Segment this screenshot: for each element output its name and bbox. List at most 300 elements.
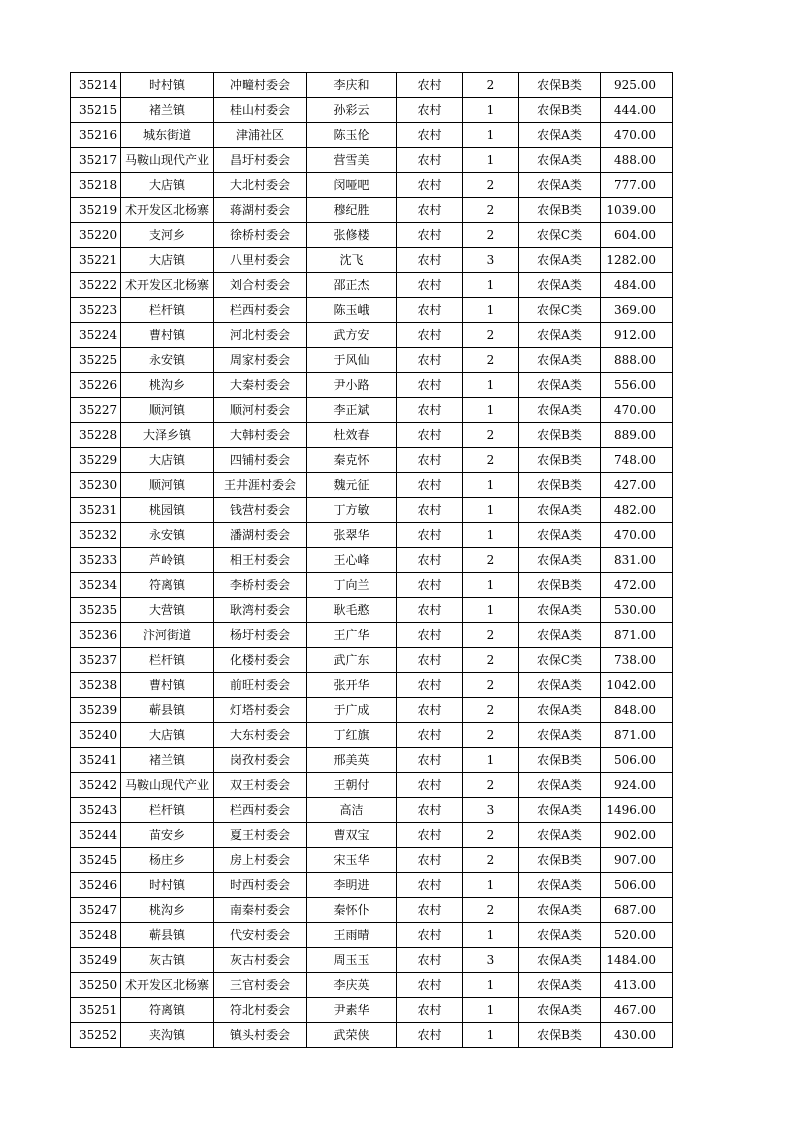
- town-cell: 永安镇: [121, 348, 214, 373]
- name-cell: 于风仙: [307, 348, 397, 373]
- household-count-cell: 2: [463, 223, 519, 248]
- name-cell: 尹小路: [307, 373, 397, 398]
- insurance-category-cell: 农保A类: [519, 323, 601, 348]
- table-row: [71, 348, 673, 373]
- insurance-category-cell: 农保A类: [519, 698, 601, 723]
- table-row: [71, 298, 673, 323]
- name-cell: 邢美英: [307, 748, 397, 773]
- town-cell: 杨庄乡: [121, 848, 214, 873]
- name-cell: 王心峰: [307, 548, 397, 573]
- village-cell: 钱营村委会: [214, 498, 307, 523]
- area-type-cell: 农村: [397, 548, 463, 573]
- household-count-cell: 2: [463, 73, 519, 98]
- amount-cell: 687.00: [601, 898, 673, 923]
- record-id-cell: 35249: [71, 948, 121, 973]
- household-count-cell: 1: [463, 573, 519, 598]
- household-count-cell: 1: [463, 598, 519, 623]
- table-row: [71, 148, 673, 173]
- amount-cell: 738.00: [601, 648, 673, 673]
- record-id-cell: 35218: [71, 173, 121, 198]
- record-id-cell: 35217: [71, 148, 121, 173]
- insurance-category-cell: 农保A类: [519, 373, 601, 398]
- amount-cell: 925.00: [601, 73, 673, 98]
- insurance-category-cell: 农保A类: [519, 673, 601, 698]
- amount-cell: 413.00: [601, 973, 673, 998]
- town-cell: 褚兰镇: [121, 748, 214, 773]
- insurance-category-cell: 农保B类: [519, 73, 601, 98]
- amount-cell: 506.00: [601, 873, 673, 898]
- record-id-cell: 35222: [71, 273, 121, 298]
- record-id-cell: 35232: [71, 523, 121, 548]
- village-cell: 大秦村委会: [214, 373, 307, 398]
- amount-cell: 871.00: [601, 723, 673, 748]
- amount-cell: 848.00: [601, 698, 673, 723]
- table-row: [71, 648, 673, 673]
- village-cell: 代安村委会: [214, 923, 307, 948]
- record-id-cell: 35229: [71, 448, 121, 473]
- household-count-cell: 2: [463, 648, 519, 673]
- insurance-category-cell: 农保B类: [519, 198, 601, 223]
- household-count-cell: 1: [463, 523, 519, 548]
- name-cell: 王广华: [307, 623, 397, 648]
- town-cell: 曹村镇: [121, 323, 214, 348]
- town-cell: 栏杆镇: [121, 298, 214, 323]
- record-id-cell: 35237: [71, 648, 121, 673]
- amount-cell: 1484.00: [601, 948, 673, 973]
- insurance-category-cell: 农保A类: [519, 873, 601, 898]
- insurance-category-cell: 农保A类: [519, 398, 601, 423]
- table-row: [71, 423, 673, 448]
- table-row: [71, 723, 673, 748]
- town-cell: 大泽乡镇: [121, 423, 214, 448]
- table-row: [71, 123, 673, 148]
- household-count-cell: 1: [463, 98, 519, 123]
- insurance-category-cell: 农保A类: [519, 823, 601, 848]
- area-type-cell: 农村: [397, 823, 463, 848]
- amount-cell: 482.00: [601, 498, 673, 523]
- amount-cell: 1496.00: [601, 798, 673, 823]
- household-count-cell: 2: [463, 723, 519, 748]
- record-id-cell: 35228: [71, 423, 121, 448]
- record-id-cell: 35246: [71, 873, 121, 898]
- amount-cell: 902.00: [601, 823, 673, 848]
- table-row: [71, 998, 673, 1023]
- amount-cell: 889.00: [601, 423, 673, 448]
- amount-cell: 1039.00: [601, 198, 673, 223]
- household-count-cell: 2: [463, 198, 519, 223]
- area-type-cell: 农村: [397, 723, 463, 748]
- table-row: [71, 898, 673, 923]
- village-cell: 时西村委会: [214, 873, 307, 898]
- name-cell: 王朝付: [307, 773, 397, 798]
- record-id-cell: 35214: [71, 73, 121, 98]
- table-row: [71, 623, 673, 648]
- amount-cell: 444.00: [601, 98, 673, 123]
- table-row: [71, 1023, 673, 1048]
- town-cell: 时村镇: [121, 873, 214, 898]
- village-cell: 前旺村委会: [214, 673, 307, 698]
- insurance-category-cell: 农保A类: [519, 948, 601, 973]
- area-type-cell: 农村: [397, 673, 463, 698]
- area-type-cell: 农村: [397, 1023, 463, 1048]
- area-type-cell: 农村: [397, 998, 463, 1023]
- town-cell: 大店镇: [121, 248, 214, 273]
- record-id-cell: 35233: [71, 548, 121, 573]
- name-cell: 高洁: [307, 798, 397, 823]
- household-count-cell: 2: [463, 773, 519, 798]
- name-cell: 邵正杰: [307, 273, 397, 298]
- village-cell: 岗孜村委会: [214, 748, 307, 773]
- area-type-cell: 农村: [397, 348, 463, 373]
- amount-cell: 831.00: [601, 548, 673, 573]
- household-count-cell: 2: [463, 698, 519, 723]
- area-type-cell: 农村: [397, 123, 463, 148]
- table-row: [71, 598, 673, 623]
- village-cell: 周家村委会: [214, 348, 307, 373]
- area-type-cell: 农村: [397, 398, 463, 423]
- area-type-cell: 农村: [397, 423, 463, 448]
- table-row: [71, 198, 673, 223]
- record-id-cell: 35248: [71, 923, 121, 948]
- household-count-cell: 3: [463, 948, 519, 973]
- area-type-cell: 农村: [397, 473, 463, 498]
- amount-cell: 924.00: [601, 773, 673, 798]
- household-count-cell: 2: [463, 548, 519, 573]
- village-cell: 耿湾村委会: [214, 598, 307, 623]
- amount-cell: 470.00: [601, 398, 673, 423]
- insurance-category-cell: 农保A类: [519, 148, 601, 173]
- household-count-cell: 2: [463, 323, 519, 348]
- table-row: [71, 823, 673, 848]
- area-type-cell: 农村: [397, 748, 463, 773]
- record-id-cell: 35250: [71, 973, 121, 998]
- record-id-cell: 35221: [71, 248, 121, 273]
- town-cell: 蕲县镇: [121, 698, 214, 723]
- record-id-cell: 35234: [71, 573, 121, 598]
- village-cell: 栏西村委会: [214, 298, 307, 323]
- area-type-cell: 农村: [397, 948, 463, 973]
- village-cell: 李桥村委会: [214, 573, 307, 598]
- village-cell: 顺河村委会: [214, 398, 307, 423]
- village-cell: 桂山村委会: [214, 98, 307, 123]
- village-cell: 灯塔村委会: [214, 698, 307, 723]
- name-cell: 武荣侠: [307, 1023, 397, 1048]
- area-type-cell: 农村: [397, 173, 463, 198]
- name-cell: 丁红旗: [307, 723, 397, 748]
- town-cell: 栏杆镇: [121, 798, 214, 823]
- record-id-cell: 35251: [71, 998, 121, 1023]
- town-cell: 栏杆镇: [121, 648, 214, 673]
- town-cell: 马鞍山现代产业: [121, 148, 214, 173]
- village-cell: 相王村委会: [214, 548, 307, 573]
- town-cell: 桃沟乡: [121, 373, 214, 398]
- record-id-cell: 35241: [71, 748, 121, 773]
- area-type-cell: 农村: [397, 598, 463, 623]
- insurance-category-cell: 农保A类: [519, 998, 601, 1023]
- area-type-cell: 农村: [397, 448, 463, 473]
- name-cell: 李明进: [307, 873, 397, 898]
- table-row: [71, 273, 673, 298]
- record-id-cell: 35247: [71, 898, 121, 923]
- table-row: [71, 473, 673, 498]
- household-count-cell: 1: [463, 973, 519, 998]
- area-type-cell: 农村: [397, 848, 463, 873]
- village-cell: 房上村委会: [214, 848, 307, 873]
- area-type-cell: 农村: [397, 623, 463, 648]
- village-cell: 徐桥村委会: [214, 223, 307, 248]
- household-count-cell: 1: [463, 398, 519, 423]
- table-row: [71, 398, 673, 423]
- amount-cell: 777.00: [601, 173, 673, 198]
- amount-cell: 484.00: [601, 273, 673, 298]
- household-count-cell: 1: [463, 998, 519, 1023]
- household-count-cell: 1: [463, 373, 519, 398]
- area-type-cell: 农村: [397, 273, 463, 298]
- household-count-cell: 1: [463, 1023, 519, 1048]
- table-row: [71, 673, 673, 698]
- area-type-cell: 农村: [397, 773, 463, 798]
- table-row: [71, 748, 673, 773]
- amount-cell: 907.00: [601, 848, 673, 873]
- insurance-category-cell: 农保A类: [519, 248, 601, 273]
- area-type-cell: 农村: [397, 798, 463, 823]
- record-id-cell: 35216: [71, 123, 121, 148]
- town-cell: 支河乡: [121, 223, 214, 248]
- name-cell: 李正斌: [307, 398, 397, 423]
- name-cell: 武广东: [307, 648, 397, 673]
- record-id-cell: 35227: [71, 398, 121, 423]
- insurance-category-cell: 农保A类: [519, 123, 601, 148]
- town-cell: 桃园镇: [121, 498, 214, 523]
- town-cell: 术开发区北杨寨: [121, 973, 214, 998]
- name-cell: 于广成: [307, 698, 397, 723]
- area-type-cell: 农村: [397, 148, 463, 173]
- table-row: [71, 373, 673, 398]
- amount-cell: 470.00: [601, 123, 673, 148]
- record-id-cell: 35245: [71, 848, 121, 873]
- household-count-cell: 2: [463, 898, 519, 923]
- village-cell: 八里村委会: [214, 248, 307, 273]
- area-type-cell: 农村: [397, 898, 463, 923]
- record-id-cell: 35230: [71, 473, 121, 498]
- village-cell: 蒋湖村委会: [214, 198, 307, 223]
- village-cell: 四铺村委会: [214, 448, 307, 473]
- area-type-cell: 农村: [397, 973, 463, 998]
- name-cell: 李庆英: [307, 973, 397, 998]
- record-id-cell: 35224: [71, 323, 121, 348]
- record-id-cell: 35219: [71, 198, 121, 223]
- insurance-category-cell: 农保A类: [519, 173, 601, 198]
- amount-cell: 1282.00: [601, 248, 673, 273]
- insurance-category-cell: 农保A类: [519, 723, 601, 748]
- household-count-cell: 2: [463, 823, 519, 848]
- amount-cell: 472.00: [601, 573, 673, 598]
- village-cell: 夏王村委会: [214, 823, 307, 848]
- insurance-category-cell: 农保A类: [519, 523, 601, 548]
- insurance-category-cell: 农保A类: [519, 498, 601, 523]
- town-cell: 时村镇: [121, 73, 214, 98]
- insurance-category-cell: 农保A类: [519, 598, 601, 623]
- name-cell: 李庆和: [307, 73, 397, 98]
- name-cell: 秦怀仆: [307, 898, 397, 923]
- record-id-cell: 35235: [71, 598, 121, 623]
- area-type-cell: 农村: [397, 648, 463, 673]
- town-cell: 术开发区北杨寨: [121, 273, 214, 298]
- amount-cell: 912.00: [601, 323, 673, 348]
- name-cell: 闵哑吧: [307, 173, 397, 198]
- table-row: [71, 698, 673, 723]
- insurance-category-cell: 农保C类: [519, 223, 601, 248]
- village-cell: 栏西村委会: [214, 798, 307, 823]
- table-row: [71, 923, 673, 948]
- area-type-cell: 农村: [397, 373, 463, 398]
- record-id-cell: 35231: [71, 498, 121, 523]
- insurance-category-cell: 农保B类: [519, 98, 601, 123]
- town-cell: 大店镇: [121, 448, 214, 473]
- insurance-category-cell: 农保A类: [519, 348, 601, 373]
- household-count-cell: 2: [463, 348, 519, 373]
- insurance-category-cell: 农保A类: [519, 898, 601, 923]
- town-cell: 符离镇: [121, 573, 214, 598]
- record-id-cell: 35242: [71, 773, 121, 798]
- table-row: [71, 848, 673, 873]
- town-cell: 大店镇: [121, 173, 214, 198]
- area-type-cell: 农村: [397, 223, 463, 248]
- town-cell: 褚兰镇: [121, 98, 214, 123]
- name-cell: 张翠华: [307, 523, 397, 548]
- name-cell: 宋玉华: [307, 848, 397, 873]
- area-type-cell: 农村: [397, 573, 463, 598]
- village-cell: 杨圩村委会: [214, 623, 307, 648]
- name-cell: 尹素华: [307, 998, 397, 1023]
- area-type-cell: 农村: [397, 248, 463, 273]
- village-cell: 化楼村委会: [214, 648, 307, 673]
- village-cell: 河北村委会: [214, 323, 307, 348]
- insurance-category-cell: 农保B类: [519, 448, 601, 473]
- village-cell: 冲疃村委会: [214, 73, 307, 98]
- name-cell: 曹双宝: [307, 823, 397, 848]
- record-id-cell: 35236: [71, 623, 121, 648]
- village-cell: 刘合村委会: [214, 273, 307, 298]
- table-row: [71, 248, 673, 273]
- record-id-cell: 35226: [71, 373, 121, 398]
- insurance-category-cell: 农保A类: [519, 798, 601, 823]
- record-id-cell: 35215: [71, 98, 121, 123]
- town-cell: 曹村镇: [121, 673, 214, 698]
- insurance-category-cell: 农保A类: [519, 548, 601, 573]
- town-cell: 芦岭镇: [121, 548, 214, 573]
- town-cell: 术开发区北杨寨: [121, 198, 214, 223]
- name-cell: 陈玉伦: [307, 123, 397, 148]
- village-cell: 三官村委会: [214, 973, 307, 998]
- data-table: [70, 72, 673, 1048]
- name-cell: 耿毛憨: [307, 598, 397, 623]
- amount-cell: 427.00: [601, 473, 673, 498]
- amount-cell: 506.00: [601, 748, 673, 773]
- table-row: [71, 973, 673, 998]
- name-cell: 孙彩云: [307, 98, 397, 123]
- name-cell: 杜效春: [307, 423, 397, 448]
- insurance-category-cell: 农保B类: [519, 748, 601, 773]
- amount-cell: 556.00: [601, 373, 673, 398]
- amount-cell: 369.00: [601, 298, 673, 323]
- household-count-cell: 1: [463, 873, 519, 898]
- household-count-cell: 2: [463, 623, 519, 648]
- area-type-cell: 农村: [397, 73, 463, 98]
- table-row: [71, 323, 673, 348]
- name-cell: 沈飞: [307, 248, 397, 273]
- village-cell: 镇头村委会: [214, 1023, 307, 1048]
- table-row: [71, 798, 673, 823]
- table-row: [71, 948, 673, 973]
- area-type-cell: 农村: [397, 523, 463, 548]
- insurance-category-cell: 农保A类: [519, 973, 601, 998]
- town-cell: 马鞍山现代产业: [121, 773, 214, 798]
- household-count-cell: 1: [463, 923, 519, 948]
- household-count-cell: 3: [463, 798, 519, 823]
- amount-cell: 1042.00: [601, 673, 673, 698]
- name-cell: 王雨晴: [307, 923, 397, 948]
- record-id-cell: 35225: [71, 348, 121, 373]
- town-cell: 大店镇: [121, 723, 214, 748]
- village-cell: 南秦村委会: [214, 898, 307, 923]
- table-row: [71, 573, 673, 598]
- insurance-category-cell: 农保A类: [519, 773, 601, 798]
- area-type-cell: 农村: [397, 698, 463, 723]
- household-count-cell: 2: [463, 448, 519, 473]
- table-row: [71, 73, 673, 98]
- household-count-cell: 2: [463, 173, 519, 198]
- amount-cell: 748.00: [601, 448, 673, 473]
- area-type-cell: 农村: [397, 98, 463, 123]
- record-id-cell: 35238: [71, 673, 121, 698]
- amount-cell: 520.00: [601, 923, 673, 948]
- table-row: [71, 498, 673, 523]
- amount-cell: 604.00: [601, 223, 673, 248]
- name-cell: 穆纪胜: [307, 198, 397, 223]
- insurance-category-cell: 农保B类: [519, 473, 601, 498]
- table-row: [71, 173, 673, 198]
- name-cell: 陈玉峨: [307, 298, 397, 323]
- name-cell: 武方安: [307, 323, 397, 348]
- household-count-cell: 2: [463, 848, 519, 873]
- insurance-category-cell: 农保B类: [519, 848, 601, 873]
- record-id-cell: 35239: [71, 698, 121, 723]
- name-cell: 张开华: [307, 673, 397, 698]
- name-cell: 秦克怀: [307, 448, 397, 473]
- town-cell: 大营镇: [121, 598, 214, 623]
- table-row: [71, 223, 673, 248]
- village-cell: 津浦社区: [214, 123, 307, 148]
- household-count-cell: 3: [463, 248, 519, 273]
- table-row: [71, 873, 673, 898]
- record-id-cell: 35220: [71, 223, 121, 248]
- village-cell: 双王村委会: [214, 773, 307, 798]
- household-count-cell: 2: [463, 423, 519, 448]
- household-count-cell: 1: [463, 123, 519, 148]
- village-cell: 符北村委会: [214, 998, 307, 1023]
- amount-cell: 430.00: [601, 1023, 673, 1048]
- area-type-cell: 农村: [397, 873, 463, 898]
- table-row: [71, 523, 673, 548]
- area-type-cell: 农村: [397, 923, 463, 948]
- household-count-cell: 1: [463, 473, 519, 498]
- name-cell: 魏元征: [307, 473, 397, 498]
- insurance-category-cell: 农保B类: [519, 423, 601, 448]
- table-row: [71, 773, 673, 798]
- town-cell: 灰古镇: [121, 948, 214, 973]
- table-row: [71, 448, 673, 473]
